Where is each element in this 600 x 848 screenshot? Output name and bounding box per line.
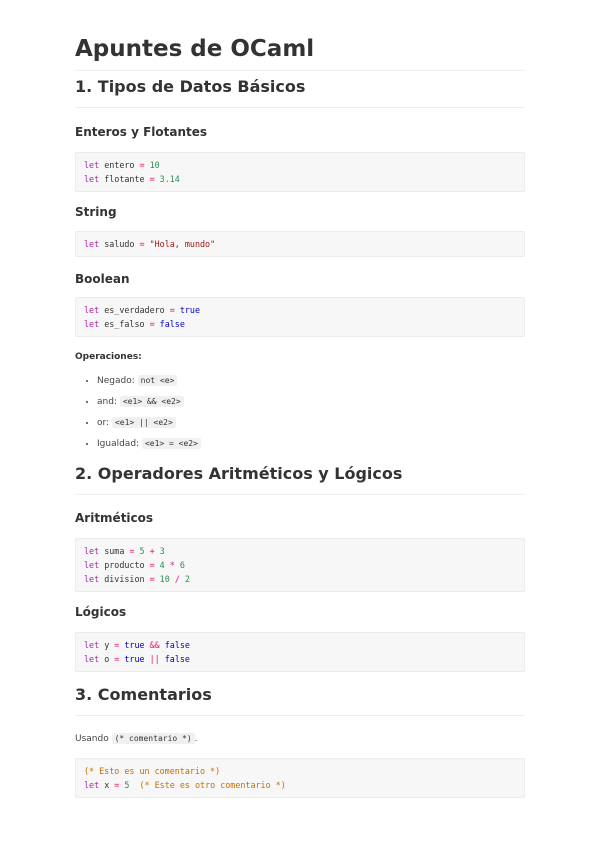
paragraph-usando: Usando (* comentario *) . [75, 734, 198, 744]
inline-code: <e1> || <e2> [112, 417, 176, 428]
list-item: • Igualdad: <e1> = <e2> [97, 437, 525, 451]
subheading-string: String [75, 205, 117, 219]
section-heading-operadores: 2. Operadores Aritméticos y Lógicos [75, 464, 525, 495]
page-title: Apuntes de OCaml [75, 34, 525, 71]
code-block-comentarios: (* Esto es un comentario *) let x = 5 (* Este es otro comentario *) [75, 758, 525, 798]
inline-code: not <e> [138, 375, 178, 386]
code-block-string: let saludo = "Hola, mundo" [75, 231, 525, 257]
list-item: • and: <e1> && <e2> [97, 395, 525, 409]
inline-code: <e1> && <e2> [120, 396, 184, 407]
keyword: let [84, 174, 100, 184]
subheading-operaciones: Operaciones: [75, 352, 142, 362]
list-item: • Negado: not <e> [97, 374, 525, 388]
code-block-enteros: let entero = 10 let flotante = 3.14 [75, 152, 525, 192]
subheading-logicos: Lógicos [75, 605, 127, 619]
operaciones-list [75, 374, 525, 458]
subheading-enteros: Enteros y Flotantes [75, 125, 208, 139]
subheading-aritmeticos: Aritméticos [75, 511, 154, 525]
inline-code: <e1> = <e2> [142, 438, 201, 449]
code-block-logicos: let y = true && false let o = true || false [75, 632, 525, 672]
subheading-boolean: Boolean [75, 272, 130, 286]
section-heading-comentarios: 3. Comentarios [75, 685, 525, 716]
inline-code: (* comentario *) [112, 733, 195, 744]
section-heading-tipos: 1. Tipos de Datos Básicos [75, 77, 525, 108]
code-block-boolean: let es_verdadero = true let es_falso = false [75, 297, 525, 337]
keyword: let [84, 160, 100, 170]
code-block-aritmeticos: let suma = 5 + 3 let producto = 4 * 6 let division = 10 / 2 [75, 538, 525, 592]
list-item: • or: <e1> || <e2> [97, 416, 525, 430]
